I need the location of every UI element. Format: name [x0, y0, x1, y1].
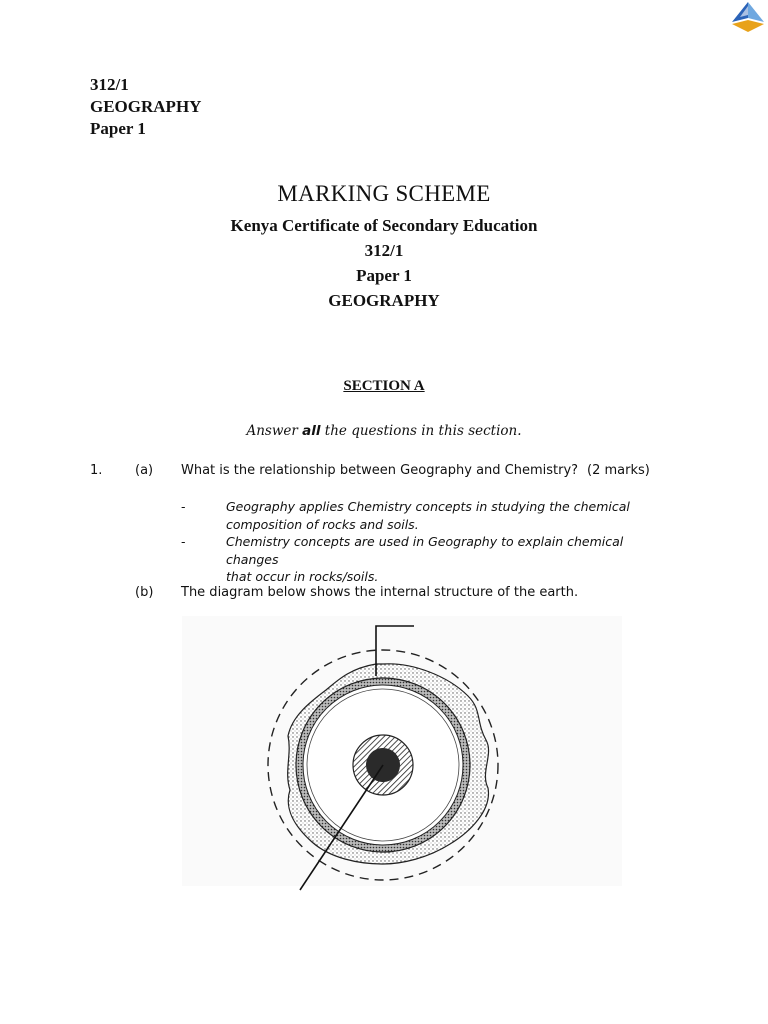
pyramid-logo-icon	[728, 0, 768, 36]
exam-subject: GEOGRAPHY	[328, 291, 440, 310]
instruction-emphasis: all	[302, 423, 321, 439]
paper-number: Paper 1	[90, 119, 146, 138]
part-b-label: (b)	[135, 585, 154, 600]
paper-header	[90, 74, 201, 140]
document-subtitle	[0, 213, 768, 313]
answer-line: Chemistry concepts are used in Geography to explain chemical changes	[226, 534, 624, 567]
answer-bullet: -	[181, 534, 186, 549]
answer-line: that occur in rocks/soils.	[226, 569, 379, 584]
exam-name: Kenya Certificate of Secondary Education	[230, 216, 538, 235]
part-b-question: The diagram below shows the internal structure of the earth.	[181, 585, 579, 600]
instruction-pre: Answer	[246, 423, 303, 439]
section-instruction	[0, 423, 768, 439]
paper-subject: GEOGRAPHY	[90, 97, 202, 116]
exam-code: 312/1	[364, 241, 404, 260]
question-number: 1.	[90, 463, 103, 478]
answer-line: Geography applies Chemistry concepts in studying the chemical	[226, 499, 630, 514]
answer-bullet: -	[181, 499, 186, 514]
answer-text	[226, 498, 676, 533]
section-heading: SECTION A	[343, 378, 425, 394]
earth-structure-diagram	[180, 612, 630, 894]
document-title: MARKING SCHEME	[277, 181, 491, 206]
instruction-post: the questions in this section.	[320, 423, 522, 439]
answer-text	[226, 533, 676, 586]
answer-line: composition of rocks and soils.	[226, 516, 419, 532]
paper-code: 312/1	[90, 75, 129, 94]
part-a-marks: (2 marks)	[587, 463, 650, 478]
part-a-question: What is the relationship between Geography and Chemistry?	[181, 463, 579, 478]
part-a-label: (a)	[135, 463, 154, 478]
exam-paper: Paper 1	[356, 266, 412, 285]
